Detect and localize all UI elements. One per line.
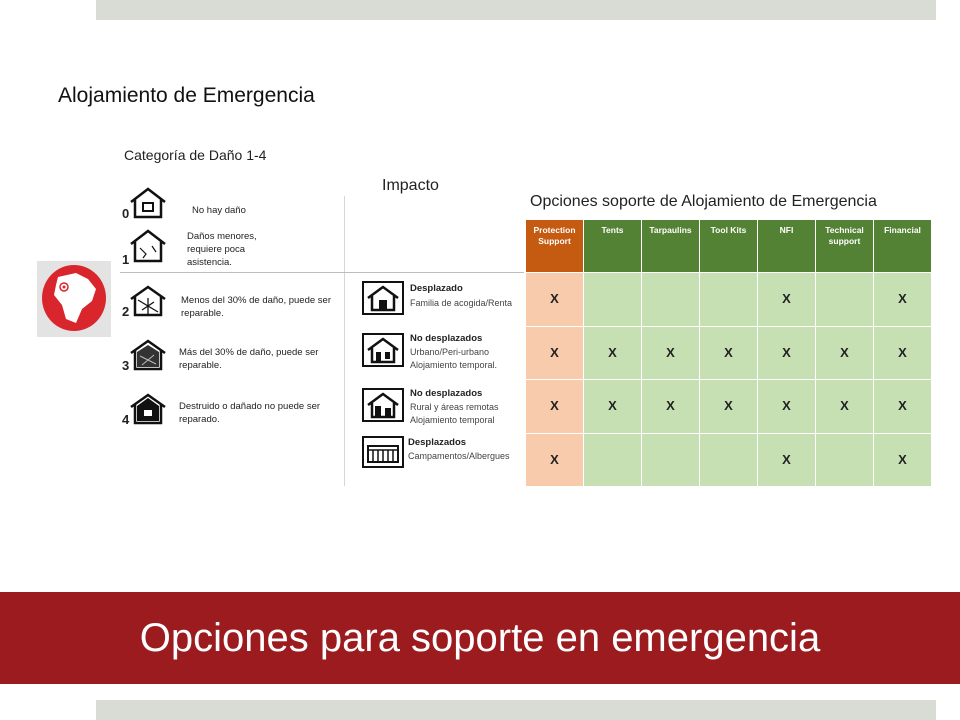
damage-text: Daños menores, requiere poca asistencia.: [187, 231, 257, 268]
table-cell: [700, 434, 757, 487]
impact-line1: Rural y áreas remotas: [410, 402, 499, 412]
table-cell: X: [700, 380, 757, 433]
damage-item-1: [122, 228, 332, 268]
table-cell: X: [526, 273, 583, 326]
impact-title-text: Desplazados: [408, 437, 467, 448]
table-header: Tarpaulins: [642, 220, 699, 272]
impact-title-text: Desplazado: [410, 283, 463, 294]
table-cell: [642, 434, 699, 487]
impact-line2: Alojamiento temporal: [410, 415, 495, 425]
row-divider: [120, 272, 524, 273]
impact-line1: Urbano/Peri-urbano: [410, 347, 490, 357]
damage-number: 4: [122, 412, 130, 427]
damage-text: No hay daño: [192, 205, 246, 216]
table-cell: X: [526, 380, 583, 433]
table-cell: X: [816, 327, 873, 380]
options-title: Opciones soporte de Alojamiento de Emergencia: [530, 193, 877, 210]
damage-text: Menos del 30% de daño, puede ser reparable.: [181, 295, 331, 319]
house-host-family-icon: [362, 281, 404, 315]
house-severe-damage-icon: [128, 338, 168, 372]
table-cell: X: [642, 327, 699, 380]
impact-item-camps: [362, 436, 524, 472]
table-cell: [584, 434, 641, 487]
table-cell: X: [758, 380, 815, 433]
damage-text: Más del 30% de daño, puede ser reparable.: [179, 347, 319, 371]
table-cell: [816, 273, 873, 326]
table-cell: X: [758, 273, 815, 326]
table-cell: X: [758, 434, 815, 487]
table-cell: X: [874, 380, 931, 433]
damage-item-4: [122, 392, 337, 428]
damage-item-2: [122, 284, 337, 320]
table-header: Protection Support: [526, 220, 583, 272]
house-rural-icon: [362, 388, 404, 422]
table-cell: [642, 273, 699, 326]
table-cell: X: [874, 327, 931, 380]
damage-category-title: Categoría de Daño 1-4: [124, 147, 267, 163]
table-header: NFI: [758, 220, 815, 272]
house-urban-icon: [362, 333, 404, 367]
table-cell: [700, 273, 757, 326]
table-header: Financial: [874, 220, 931, 272]
damage-item-3: [122, 338, 337, 374]
impact-title: Impacto: [382, 177, 439, 194]
impact-line1: Familia de acogida/Renta: [410, 298, 513, 308]
damage-number: 2: [122, 304, 130, 319]
damage-number: 0: [122, 206, 130, 221]
house-destroyed-icon: [128, 392, 168, 426]
damage-number: 1: [122, 252, 130, 267]
table-cell: X: [816, 380, 873, 433]
house-moderate-damage-icon: [128, 284, 168, 318]
slide-title: Alojamiento de Emergencia: [58, 84, 315, 107]
camp-shelter-icon: [362, 436, 404, 468]
table-cell: X: [642, 380, 699, 433]
house-undamaged-icon: [128, 186, 168, 220]
banner-title: Opciones para soporte en emergencia: [139, 616, 821, 660]
damage-text: Destruido o dañado no puede ser reparado.: [179, 401, 321, 425]
table-cell: X: [758, 327, 815, 380]
impact-line1: Campamentos/Albergues: [408, 451, 510, 461]
table-cell: X: [584, 380, 641, 433]
table-cell: X: [526, 434, 583, 487]
table-cell: [584, 273, 641, 326]
table-cell: X: [584, 327, 641, 380]
top-decor-bar: [96, 0, 936, 20]
table-cell: X: [874, 273, 931, 326]
table-header: Tents: [584, 220, 641, 272]
damage-item-0: [122, 186, 332, 220]
impact-item-rural: [362, 388, 524, 430]
house-minor-damage-icon: [128, 228, 168, 264]
impact-title-text: No desplazados: [410, 388, 483, 399]
table-cell: [816, 434, 873, 487]
damage-number: 3: [122, 358, 130, 373]
table-header: Technical support: [816, 220, 873, 272]
impact-item-displaced: [362, 281, 524, 321]
table-cell: X: [526, 327, 583, 380]
impact-title-text: No desplazados: [410, 333, 483, 344]
impact-item-urban: [362, 333, 524, 375]
map-circle: [42, 265, 106, 331]
ecuador-map-icon: [37, 261, 111, 337]
impact-line2: Alojamiento temporal.: [410, 360, 498, 370]
table-cell: X: [874, 434, 931, 487]
bottom-decor-bar: [96, 700, 936, 720]
support-options-table: [526, 220, 932, 486]
table-cell: X: [700, 327, 757, 380]
table-header: Tool Kits: [700, 220, 757, 272]
column-divider: [344, 196, 345, 486]
